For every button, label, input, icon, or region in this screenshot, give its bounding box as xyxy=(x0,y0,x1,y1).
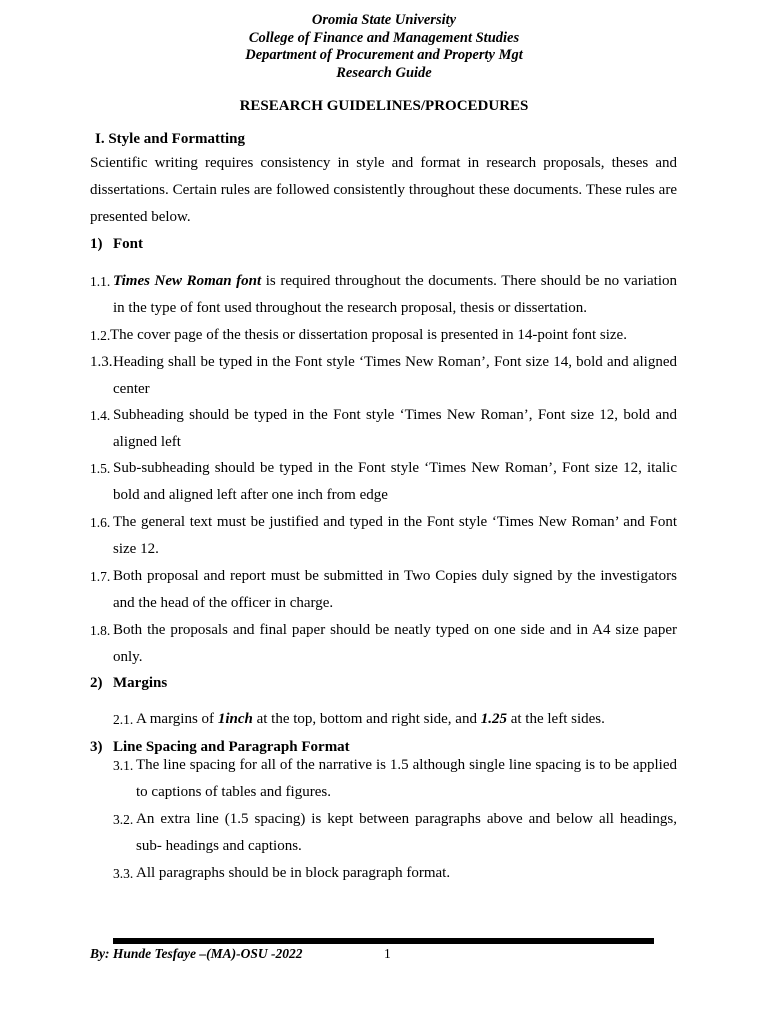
page-number: 1 xyxy=(384,946,391,961)
footer-rule xyxy=(113,938,654,944)
list-item-number: 1.8. xyxy=(90,623,111,638)
list-item-number: 1.1. xyxy=(90,274,111,289)
list-item-number: 1.2. xyxy=(90,328,111,343)
list-item-text: The cover page of the thesis or dissertation proposal is presented in 14-point font size. xyxy=(110,327,627,343)
list-item-number: 1.4. xyxy=(90,408,111,423)
font-section-number: 1) xyxy=(90,236,103,252)
text-fragment: at the top, bottom and right side, and xyxy=(252,711,481,727)
list-item-text: Subheading should be typed in the Font style ‘Times New Roman’, Font size 12, bold and aligned left xyxy=(113,407,677,450)
list-item xyxy=(113,860,677,887)
list-item-number: 3.3. xyxy=(113,866,134,881)
list-item-number: 2.1. xyxy=(113,712,134,727)
list-item-body: is required throughout the documents. There should be no variation in the type of font used throughout the research proposal, thesis or dissertation. xyxy=(113,273,677,316)
list-item xyxy=(90,349,677,403)
department-name: Department of Procurement and Property Mgt xyxy=(245,47,523,64)
margins-section-number: 2) xyxy=(90,675,103,691)
list-item xyxy=(90,322,677,349)
list-item-number: 1.5. xyxy=(90,461,111,476)
list-item-number: 1.6. xyxy=(90,515,111,530)
emphasis-text: 1.25 xyxy=(480,711,507,727)
section-heading-style-formatting: I. Style and Formatting xyxy=(95,131,245,147)
list-item-number: 1.7. xyxy=(90,569,111,584)
list-item-text: Both the proposals and final paper should be neatly typed on one side and in A4 size paper only. xyxy=(113,622,677,665)
margins-section-heading: Margins xyxy=(113,675,168,691)
list-item xyxy=(90,402,677,456)
list-item-text: An extra line (1.5 spacing) is kept between paragraphs above and below all headings, sub- headings and captions. xyxy=(136,811,677,854)
college-name: College of Finance and Management Studies xyxy=(248,29,520,46)
list-item-number: 3.2. xyxy=(113,812,134,827)
list-item-text xyxy=(113,268,677,322)
list-item xyxy=(90,563,677,617)
text-fragment: A margins of xyxy=(136,711,218,727)
spacing-section-heading: Line Spacing and Paragraph Format xyxy=(113,739,350,755)
list-item xyxy=(90,455,677,509)
list-item-text: The general text must be justified and typed in the Font style ‘Times New Roman’ and Font size 12. xyxy=(113,514,677,557)
font-section-heading: Font xyxy=(113,236,143,252)
footer-author: By: Hunde Tesfaye –(MA)-OSU -2022 xyxy=(90,946,303,961)
emphasis-text: Times New Roman font xyxy=(113,273,262,289)
list-item-text: All paragraphs should be in block paragraph format. xyxy=(136,865,451,881)
list-item-text: Both proposal and report must be submitted in Two Copies duly signed by the investigators and the head of the officer in charge. xyxy=(113,568,677,611)
guide-name: Research Guide xyxy=(336,65,432,82)
list-item-text xyxy=(136,706,677,733)
list-item xyxy=(90,268,677,322)
list-item-number: 3.1. xyxy=(113,758,134,773)
spacing-section-number: 3) xyxy=(90,739,103,755)
list-item xyxy=(90,509,677,563)
emphasis-text: 1inch xyxy=(217,711,253,727)
document-header xyxy=(0,12,768,83)
list-item-text: The line spacing for all of the narrative is 1.5 although single line spacing is to be applied to captions of tables and figures. xyxy=(136,757,677,800)
list-item xyxy=(90,617,677,671)
list-item xyxy=(113,706,677,733)
list-item xyxy=(113,806,677,860)
university-name: Oromia State University xyxy=(311,12,457,28)
list-item xyxy=(113,752,677,806)
intro-paragraph: Scientific writing requires consistency in style and format in research proposals, theses and dissertations. Certain rules are followed consistently throughout these documents. These rules are presented below. xyxy=(90,155,677,225)
list-item-number: 1.3. xyxy=(90,354,113,370)
text-fragment: at the left sides. xyxy=(506,711,605,727)
list-item-text: Heading shall be typed in the Font style ‘Times New Roman’, Font size 14, bold and aligned center xyxy=(113,354,677,397)
list-item-text: Sub-subheading should be typed in the Font style ‘Times New Roman’, Font size 12, italic bold and aligned left after one inch from edge xyxy=(113,460,677,503)
document-title: RESEARCH GUIDELINES/PROCEDURES xyxy=(239,98,529,114)
